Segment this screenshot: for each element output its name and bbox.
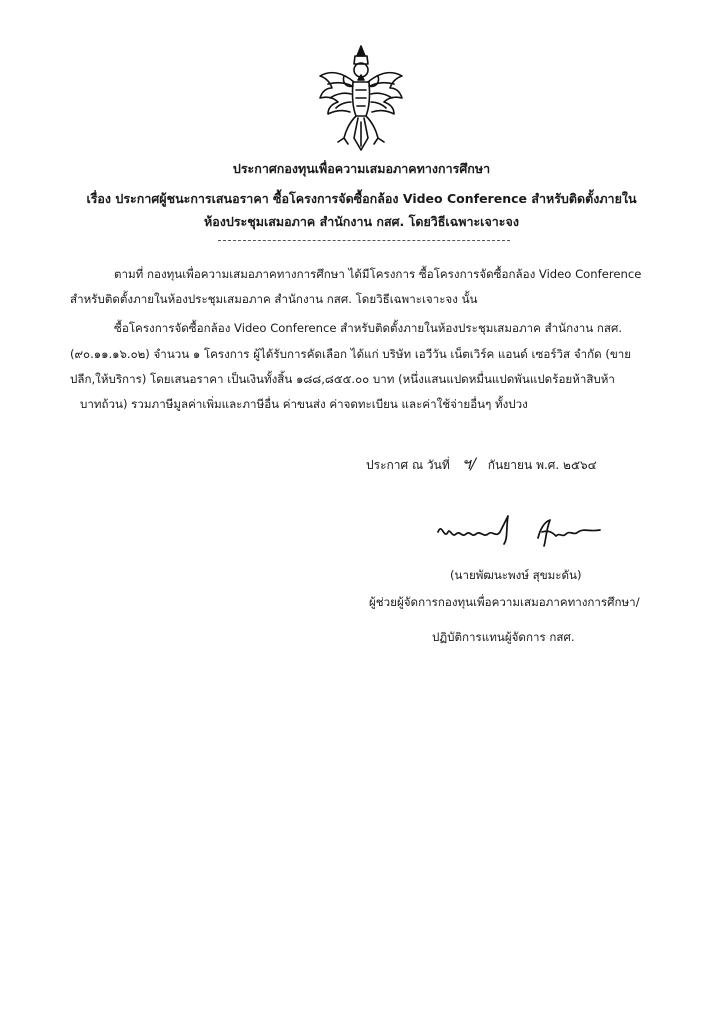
body-line-1: ตามที่ กองทุนเพื่อความเสมอภาคทางการศึกษา ได้มีโครงการ ซื้อโครงการจัดซื้อกล้อง Video Conference [114,267,642,281]
date-prefix: ประกาศ ณ วันที่ [366,458,450,472]
agency-title: ประกาศกองทุนเพื่อความเสมอภาคทางการศึกษา [232,161,491,176]
body-line-5: ปลีก,ให้บริการ) โดยเสนอราคา เป็นเงินทั้งสิ้น ๑๘๘,๘๕๕.๐๐ บาท (หนึ่งแสนแปดหมื่นแปดพันแปดร้อยห้าสิบห้า [70,372,615,386]
signer-position-line-2: ปฏิบัติการแทนผู้จัดการ กสศ. [432,630,575,644]
dashed-divider [218,240,510,241]
garuda-emblem-icon [316,42,406,154]
body-line-2: สำหรับติดตั้งภายในห้องประชุมเสมอภาค สำนักงาน กสศ. โดยวิธีเฉพาะเจาะจง นั้น [70,292,478,306]
body-line-6: บาทถ้วน) รวมภาษีมูลค่าเพิ่มและภาษีอื่น ค่าขนส่ง ค่าจดทะเบียน และค่าใช้จ่ายอื่นๆ ทั้งปวง [80,397,528,411]
date-day-handwritten: ฯ/ [461,454,476,473]
subject-line-1: เรื่อง ประกาศผู้ชนะการเสนอราคา ซื้อโครงการจัดซื้อกล้อง Video Conference สำหรับติดตั้งภายใน [86,191,637,206]
body-line-3: ซื้อโครงการจัดซื้อกล้อง Video Conference สำหรับติดตั้งภายในห้องประชุมเสมอภาค สำนักงาน กสศ. [114,321,623,335]
date-month-year: กันยายน พ.ศ. ๒๕๖๔ [487,458,597,472]
subject-line-2: ห้องประชุมเสมอภาค สำนักงาน กสศ. โดยวิธีเฉพาะเจาะจง [204,214,519,229]
signer-name: (นายพัฒนะพงษ์ สุขมะดัน) [450,568,582,582]
body-line-4: (๙๐.๑๑.๑๖.๐๒) จำนวน ๑ โครงการ ผู้ได้รับการคัดเลือก ได้แก่ บริษัท เอวีวัน เน็ตเวิร์ค แอนด์ เซอร์วิส จำกัด (ขาย [70,347,632,361]
announcement-date [366,452,597,477]
handwritten-signature [434,510,604,550]
signer-position-line-1: ผู้ช่วยผู้จัดการกองทุนเพื่อความเสมอภาคทางการศึกษา/ [369,595,640,609]
